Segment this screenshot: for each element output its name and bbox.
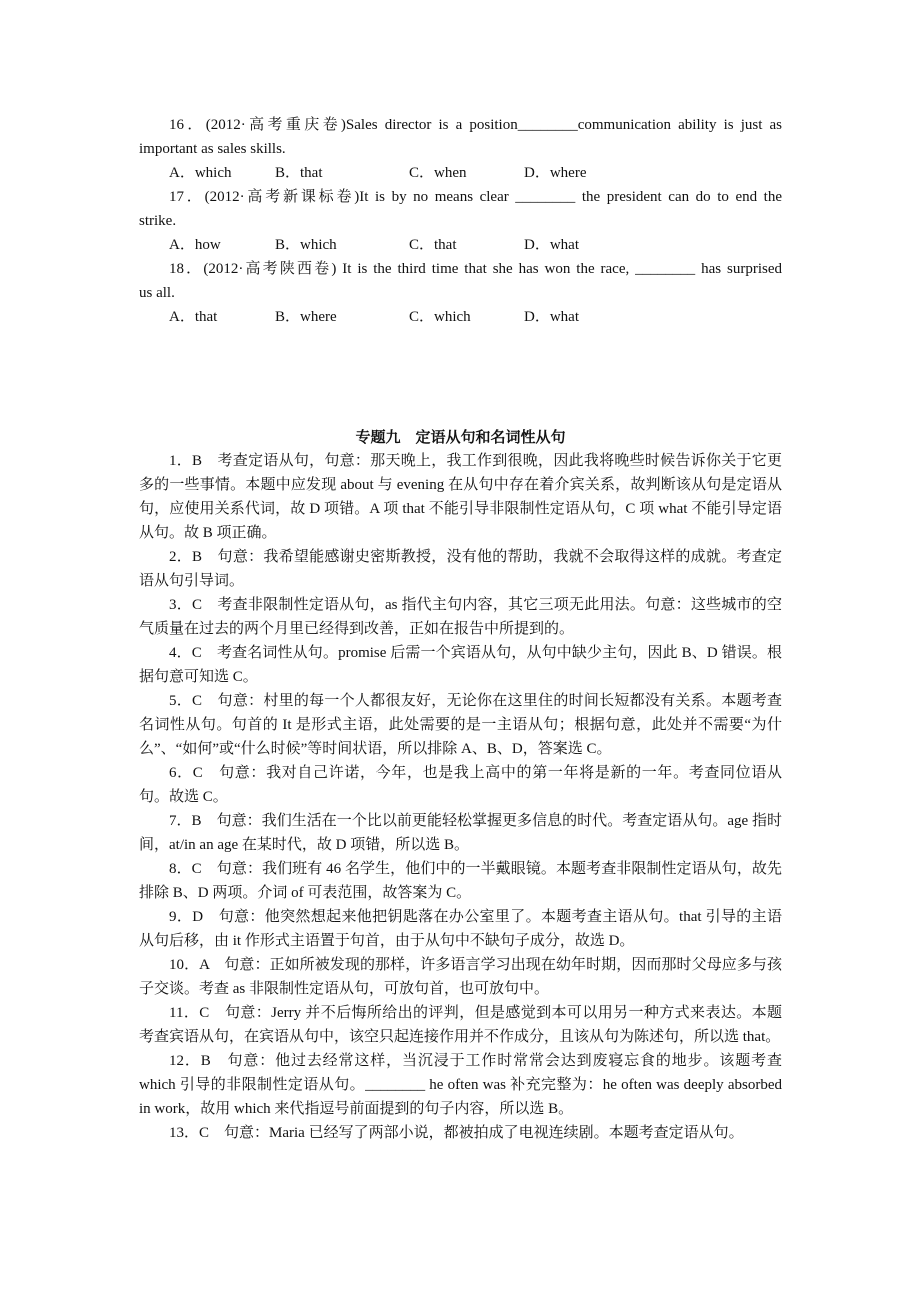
option-b: B．which <box>275 237 337 253</box>
option-a: A．which <box>169 165 232 181</box>
answer-list <box>139 449 782 1145</box>
question-stem-line1: 16．(2012·高考重庆卷)Sales director is a position________communication ability is just as <box>169 117 782 133</box>
options-row <box>139 305 782 329</box>
option-a: A．that <box>169 309 218 325</box>
options-row <box>139 161 782 185</box>
option-a: A．how <box>169 237 221 253</box>
answer-item: 6．C 句意：我对自己许诺，今年，也是我上高中的第一年将是新的一年。考查同位语从句。故选 C。 <box>139 765 782 805</box>
options-row <box>139 233 782 257</box>
option-d: D．what <box>524 309 579 325</box>
question-stem-line2: important as sales skills. <box>139 141 286 157</box>
question-stem-line1: 18．(2012·高考陕西卷) It is the third time that she has won the race, ________ has surprised <box>169 261 782 277</box>
answer-item: 7．B 句意：我们生活在一个比以前更能轻松掌握更多信息的时代。考查定语从句。age 指时间，at/in an age 在某时代，故 D 项错，所以选 B。 <box>139 813 782 853</box>
section-title: 专题九 定语从句和名词性从句 <box>355 428 566 446</box>
option-c: C．that <box>409 237 457 253</box>
answer-item: 11．C 句意：Jerry 并不后悔所给出的评判，但是感觉到本可以用另一种方式来表达。本题考查宾语从句，在宾语从句中，该空只起连接作用并不作成分，且该从句为陈述句，所以选 that。 <box>139 1005 782 1045</box>
answer-item: 5．C 句意：村里的每一个人都很友好，无论你在这里住的时间长短都没有关系。本题考查名词性从句。句首的 It 是形式主语，此处需要的是一主语从句；根据句意，此处并不需要“为什么”、“如何”或“什么时候”等时间状语，所以排除 A、B、D，答案选 C。 <box>139 693 782 757</box>
question-stem-line2: us all. <box>139 285 175 301</box>
answer-item: 3．C 考查非限制性定语从句，as 指代主句内容，其它三项无此用法。句意：这些城市的空气质量在过去的两个月里已经得到改善，正如在报告中所提到的。 <box>139 597 782 637</box>
answer-item: 10．A 句意：正如所被发现的那样，许多语言学习出现在幼年时期，因而那时父母应多与孩子交谈。考查 as 非限制性定语从句，可放句首，也可放句中。 <box>139 957 782 997</box>
answer-item: 1．B 考查定语从句，句意：那天晚上，我工作到很晚，因此我将晚些时候告诉你关于它更多的一些事情。本题中应发现 about 与 evening 在从句中存在着介宾关系，故判断该从句是定语从句，应使用关系代词，故 D 项错。A 项 that 不能引导非限制性定语从句，C 项 what 不能引导定语从句。故 B 项正确。 <box>139 453 782 541</box>
question-16 <box>139 113 782 185</box>
option-d: D．what <box>524 237 579 253</box>
question-stem-line1: 17．(2012·高考新课标卷)It is by no means clear ________ the president can do to end the <box>169 189 782 205</box>
answer-item: 4．C 考查名词性从句。promise 后需一个宾语从句，从句中缺少主句，因此 B、D 错误。根据句意可知选 C。 <box>139 645 782 685</box>
answer-item: 9．D 句意：他突然想起来他把钥匙落在办公室里了。本题考查主语从句。that 引导的主语从句后移，由 it 作形式主语置于句首，由于从句中不缺句子成分，故选 D。 <box>139 909 782 949</box>
question-18 <box>139 257 782 329</box>
answer-item: 12．B 句意：他过去经常这样，当沉浸于工作时常常会达到废寝忘食的地步。该题考查 which 引导的非限制性定语从句。________ he often was 补充完整为：he often was deeply absorbed in work，故用 which 来代指逗号前面提到的句子内容，所以选 B。 <box>139 1053 782 1117</box>
option-b: B．where <box>275 309 337 325</box>
question-stem-line2: strike. <box>139 213 177 229</box>
answer-item: 2．B 句意：我希望能感谢史密斯教授，没有他的帮助，我就不会取得这样的成就。考查定语从句引导词。 <box>139 549 782 589</box>
answer-item: 8．C 句意：我们班有 46 名学生，他们中的一半戴眼镜。本题考查非限制性定语从句，故先排除 B、D 两项。介词 of 可表范围，故答案为 C。 <box>139 861 782 901</box>
answer-item: 13．C 句意：Maria 已经写了两部小说，都被拍成了电视连续剧。本题考查定语从句。 <box>169 1125 744 1141</box>
spacer <box>139 329 782 425</box>
option-b: B．that <box>275 165 323 181</box>
question-17 <box>139 185 782 257</box>
option-d: D．where <box>524 165 587 181</box>
option-c: C．which <box>409 309 471 325</box>
option-c: C．when <box>409 165 467 181</box>
document-page <box>139 113 782 1145</box>
